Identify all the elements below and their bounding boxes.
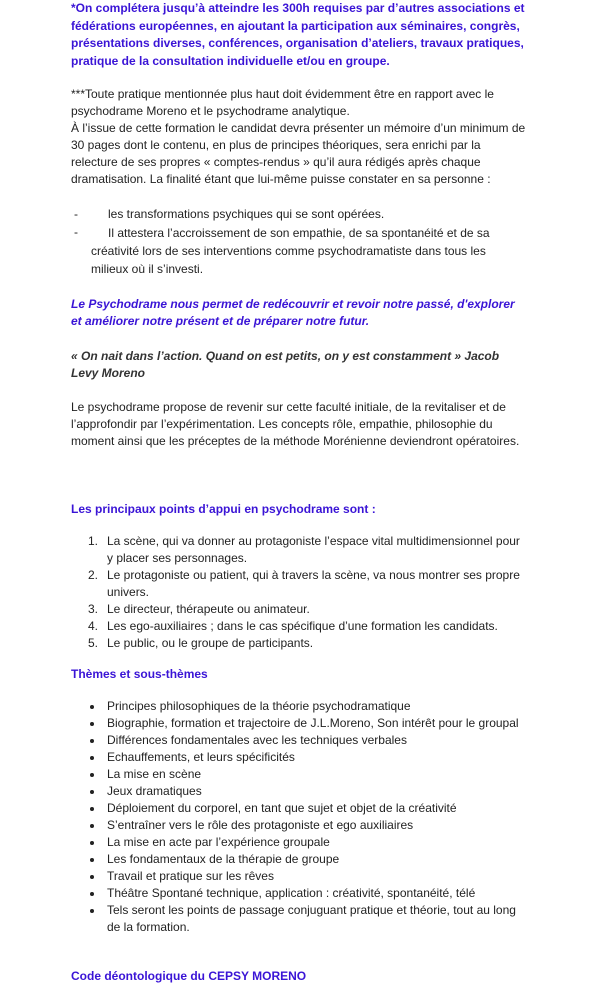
list-item [71,800,526,817]
list-item-text: Travail et pratique sur les rêves [107,869,274,883]
list-item-text: Jeux dramatiques [107,784,202,798]
list-item [71,533,526,567]
dash-bullet: - [74,225,78,239]
bullet-dot [90,909,94,913]
item-number: 4. [88,619,99,633]
item-number: 1. [88,534,99,548]
list-item [71,618,526,635]
section-heading-themes: Thèmes et sous-thèmes [71,667,208,681]
list-item-text: Tels seront les points de passage conjuguant pratique et théorie, tout au long de la formation. [107,903,516,934]
section-heading-code: Code déontologique du CEPSY MORENO [71,969,307,983]
list-item [71,601,526,618]
list-item-text: Le public, ou le groupe de participants. [107,636,314,650]
list-item-text: Le directeur, thérapeute ou animateur. [107,602,310,616]
list-item-text: Echauffements, et leurs spécificités [107,750,295,764]
list-item [71,885,526,902]
item-number: 3. [88,602,99,616]
intro-note: *On complétera jusqu’à atteindre les 300h requises par d’autres associations et fédérations européennes, en ajoutant la participation aux séminaires, congrès, présentations diverses, conférences, organisation d’ateliers, travaux pratiques, pratique de la consultation individuelle et/ou en groupe. [71,1,525,68]
tagline: Le Psychodrame nous permet de redécouvrir et revoir notre passé, d'explorer et améliorer notre présent et de préparer notre futur. [71,297,515,328]
list-item-text: La scène, qui va donner au protagoniste l’espace vital multidimensionnel pour y placer ses personnages. [107,534,520,565]
list-item-text: Les ego-auxiliaires ; dans le cas spécifique d’une formation les candidats. [107,619,498,633]
bullet-dot [90,790,94,794]
bullet-dot [90,824,94,828]
list-item-text: Le protagoniste ou patient, qui à travers la scène, va nous montrer ses propre univers. [107,568,520,599]
list-item-text: Déploiement du corporel, en tant que sujet et objet de la créativité [107,801,457,815]
bullet-dot [90,739,94,743]
bullet-dot [90,807,94,811]
list-item-text: S’entraîner vers le rôle des protagoniste et ego auxiliaires [107,818,414,832]
list-item [71,834,526,851]
list-item-text: Biographie, formation et trajectoire de J.L.Moreno, Son intérêt pour le groupal [107,716,519,730]
list-item-text: les transformations psychiques qui se sont opérées. [108,207,385,221]
bullet-dot [90,773,94,777]
list-item-text: La mise en acte par l’expérience groupale [107,835,330,849]
list-item [71,635,526,652]
bullet-dot [90,858,94,862]
list-item-text: Principes philosophiques de la théorie psychodramatique [107,699,411,713]
bullet-dot [90,705,94,709]
thesis-requirements: À l’issue de cette formation le candidat devra présenter un mémoire d’un minimum de 30 pages dont le contenu, en plus de principes théoriques, sera enrichi par la relecture de ses propres « comptes-rendus » qu’il aura rédigés après chaque dramatisation. La finalité étant que lui-même puisse constater en sa personne : [71,121,526,186]
list-item [71,868,526,885]
list-item [71,732,526,749]
list-item [71,206,526,223]
list-item-text: Théâtre Spontané technique, application : créativité, spontanéité, télé [107,886,476,900]
bullet-dot [90,722,94,726]
item-number: 5. [88,636,99,650]
list-item [71,902,526,936]
list-item [71,715,526,732]
bullet-dot [90,756,94,760]
list-item-text: Différences fondamentales avec les techniques verbales [107,733,407,747]
bullet-dot [90,892,94,896]
list-item [71,567,526,601]
dash-bullet: - [74,207,78,221]
list-item-text: Les fondamentaux de la thérapie de groupe [107,852,340,866]
list-item [71,851,526,868]
section-heading-points: Les principaux points d’appui en psychodrame sont : [71,502,376,516]
bullet-dot [90,875,94,879]
list-item [71,698,526,715]
points-list [71,533,526,652]
outcome-list [71,206,526,278]
themes-list [71,698,526,936]
list-item [71,749,526,766]
practice-note: ***Toute pratique mentionnée plus haut doit évidemment être en rapport avec le psychodrame Moreno et le psychodrame analytique. [71,87,494,118]
list-item [71,783,526,800]
list-item-text: La mise en scène [107,767,202,781]
list-item [71,224,526,278]
list-item [71,766,526,783]
item-number: 2. [88,568,99,582]
faculty-paragraph: Le psychodrame propose de revenir sur cette faculté initiale, de la revitaliser et de l’approfondir par l’expérimentation. Les concepts rôle, empathie, philosophie du moment ainsi que les préceptes de la méthode Morénienne deviendront opératoires. [71,400,520,448]
moreno-quote: « On nait dans l’action. Quand on est petits, on y est constamment » Jacob Levy Moreno [71,349,500,380]
list-item-text: Il attestera l’accroissement de son empathie, de sa spontanéité et de sa créativité lors de ses interventions comme psychodramatiste dans tous les milieux où il s’investi. [91,226,490,276]
list-item [71,817,526,834]
bullet-dot [90,841,94,845]
